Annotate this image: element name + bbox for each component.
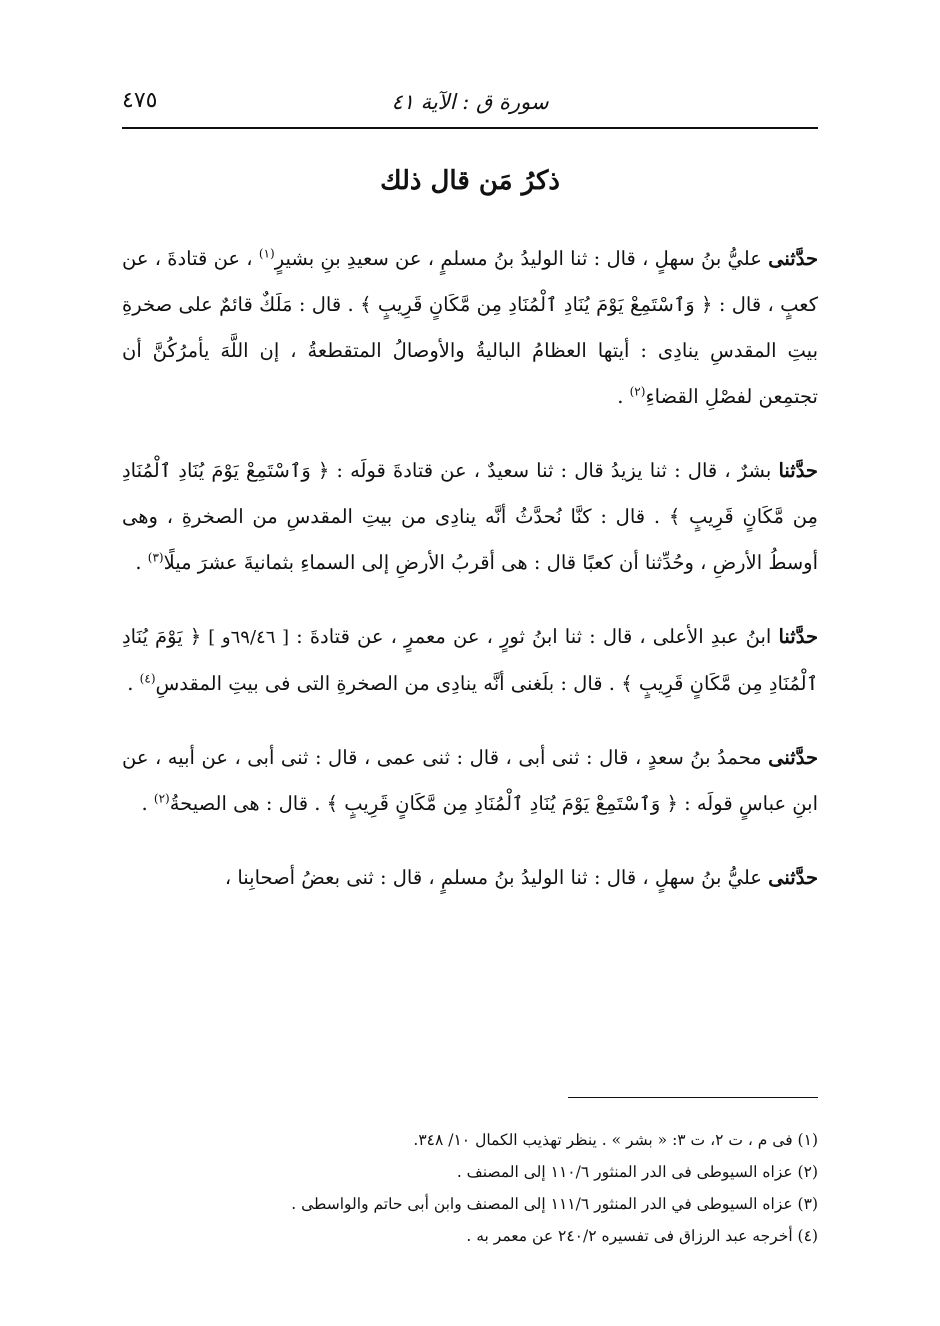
quran-verse: ﴿ وَٱسْتَمِعْ يَوْمَ يُنَادِ ٱلْمُنَادِ مِن مَّكَانٍ قَرِيبٍ ﴾ [122,459,818,528]
paragraph-text: . قال : كنَّا نُحدَّثُ أنَّه ينادِى من بيتِ المقدسِ من الصخرةِ ، وهى أوسطُ الأرضِ ، وحُدِّثنا أن كعبًا قال : هى أقربُ الأرضِ إلى السماءِ بثمانيةَ عشرَ ميلًا [122,505,818,574]
footnote-ref: (٣) [147,550,164,565]
paragraph-text: . [141,792,154,815]
paragraph-text: بشرٌ ، قال : ثنا يزيدُ قال : ثنا سعيدٌ ، عن قتادةَ قولَه : [329,459,779,482]
paragraph-2 [122,448,818,586]
page-number: ٤٧٥ [122,88,158,113]
paragraph-text: . قال : مَلَكٌ قائمٌ على صخرةِ بيتِ المقدسِ ينادِى : أيتها العظامُ الباليةُ والأوصالُ المتقطعةُ ، إن اللَّهَ يأمرُكُنَّ أن تجتمِعن لفصْلِ القضاءِ [122,293,818,408]
paragraph-3 [122,614,818,707]
paragraph-text: . قال : هى الصيحةُ [169,792,327,815]
section-heading: ذكرُ مَن قال ذلك [380,166,560,196]
footnotes [122,1124,818,1252]
main-text [122,236,818,929]
manuscript-folio-marker: [ ٦٩/٤٦و ] [208,627,290,648]
quran-verse: ﴿ وَٱسْتَمِعْ يَوْمَ يُنَادِ ٱلْمُنَادِ مِن مَّكَانٍ قَرِيبٍ ﴾ [360,293,713,316]
footnote-ref: (١) [258,246,275,261]
paragraph-text: محمدُ بنُ سعدٍ ، قال : ثنى أبى ، قال : ثنى عمى ، قال : ثنى أبى ، عن أبيه ، عن ابنِ عباسٍ قولَه : [122,746,818,815]
footnote-ref: (٤) [139,671,156,686]
header-title: سورة ق : الآية ٤١ [391,90,549,114]
footnote-ref: (٢) [153,791,170,806]
paragraph-text: . [127,672,140,695]
paragraph-text: . [617,385,630,408]
footnote-1: (١) فى م ، ت ٢، ت ٣: « بشر » . ينظر تهذيب الكمال ١٠/ ٣٤٨. [413,1131,818,1149]
paragraph-lead: حدَّثنى [768,746,818,769]
paragraph-5 [122,855,818,901]
paragraph-text: ابنُ عبدِ الأعلى ، قال : ثنا ابنُ ثورٍ ، عن معمرٍ ، عن قتادةَ : [289,625,779,648]
paragraph-text: عليُّ بنُ سهلٍ ، قال : ثنا الوليدُ بنُ مسلمٍ ، قال : ثنى بعضُ أصحابِنا ، [224,866,769,889]
paragraph-text: . قال : بلَغنى أنَّه ينادِى من الصخرةِ التى فى بيتِ المقدسِ [155,672,622,695]
quran-verse: ﴿ يَوْمَ يُنَادِ ٱلْمُنَادِ مِن مَّكَانٍ قَرِيبٍ ﴾ [122,625,818,695]
footnote-2: (٢) عزاه السيوطى فى الدر المنثور ١١٠/٦ إلى المصنف . [456,1163,818,1181]
paragraph-4 [122,735,818,827]
paragraph-lead: حدَّثنى [768,247,818,270]
running-header [122,82,818,122]
footnote-rule [568,1097,818,1098]
header-rule [122,127,818,129]
footnote-4: (٤) أخرجه عبد الرزاق فى تفسيره ٢٤٠/٢ عن معمر به . [466,1227,818,1245]
paragraph-1 [122,236,818,420]
footnote-3: (٣) عزاه السيوطى في الدر المنثور ١١١/٦ إلى المصنف وابن أبى حاتم والواسطى . [291,1195,818,1213]
paragraph-text: ، عن قتادةَ ، عن كعبٍ ، قال : [122,247,818,316]
paragraph-lead: حدَّثنى [768,866,818,889]
paragraph-lead: حدَّثنا [778,625,818,648]
footnote-ref: (٢) [629,384,646,399]
paragraph-text: عليُّ بنُ سهلٍ ، قال : ثنا الوليدُ بنُ مسلمٍ ، عن سعيدِ بنِ بشيرٍ [274,247,769,270]
paragraph-text: . [135,551,148,574]
paragraph-lead: حدَّثنا [778,459,818,482]
quran-verse: ﴿ وَٱسْتَمِعْ يَوْمَ يُنَادِ ٱلْمُنَادِ مِن مَّكَانٍ قَرِيبٍ ﴾ [326,792,678,815]
